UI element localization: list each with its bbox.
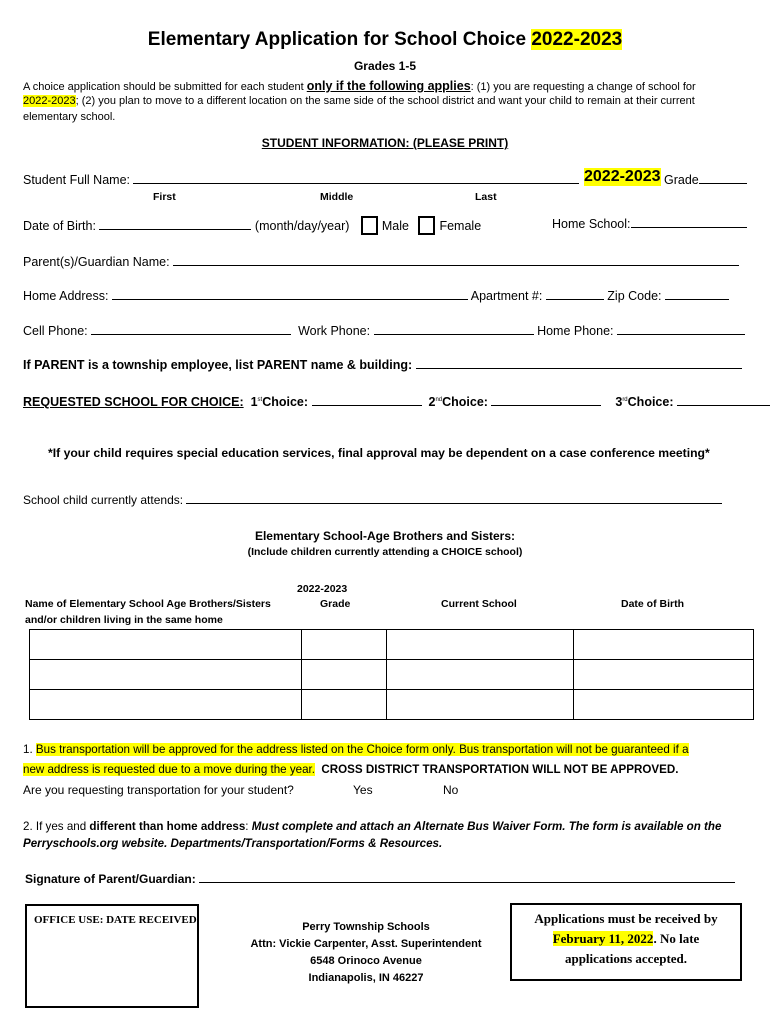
sibling-dob-cell[interactable] [574, 660, 754, 690]
transport-line-4: Perryschools.org website. Departments/Transportation/Forms & Resources. [23, 837, 443, 850]
sibling-school-cell[interactable] [387, 660, 574, 690]
dob-field[interactable] [99, 218, 251, 230]
parent-field[interactable] [173, 254, 739, 266]
signature-row: Signature of Parent/Guardian: [25, 871, 735, 886]
table-row [30, 630, 754, 660]
transport-no[interactable]: No [443, 783, 459, 797]
table-row [30, 660, 754, 690]
col-dob-header: Date of Birth [621, 598, 684, 610]
sibling-grade-cell[interactable] [302, 660, 387, 690]
address-row: Home Address: Apartment #: Zip Code: [23, 288, 729, 303]
page-title: Elementary Application for School Choice 2022-2023 [147, 29, 623, 50]
deadline-notice: Applications must be received by February 11, 2022. No late applications accepted. [534, 911, 718, 966]
intro-line-1: A choice application should be submitted for each student only if the following applies: (1) you are requesting a change of school for [23, 79, 696, 93]
siblings-title: Elementary School-Age Brothers and Sisters: [254, 529, 516, 543]
choice-1-field[interactable] [312, 394, 422, 406]
female-checkbox[interactable] [418, 216, 435, 235]
cell-phone-field[interactable] [91, 323, 291, 335]
apartment-field[interactable] [546, 288, 604, 300]
choice-2-field[interactable] [491, 394, 601, 406]
siblings-table [29, 629, 754, 720]
signature-field[interactable] [199, 871, 735, 883]
grade-year: 2022-2023 [584, 168, 661, 185]
transport-line-2: new address is requested due to a move during the year. CROSS DISTRICT TRANSPORTATION WILL NOT BE APPROVED. [23, 763, 679, 776]
transport-question: Are you requesting transportation for your student? [23, 783, 294, 797]
first-label: First [153, 191, 176, 203]
col-grade-header: Grade [320, 598, 351, 610]
sibling-name-cell[interactable] [30, 690, 302, 720]
middle-label: Middle [320, 191, 354, 203]
work-phone-field[interactable] [374, 323, 534, 335]
township-row: If PARENT is a township employee, list PARENT name & building: [23, 357, 630, 372]
sibling-grade-cell[interactable] [302, 690, 387, 720]
township-name-field[interactable] [416, 357, 630, 369]
sibling-grade-cell[interactable] [302, 630, 387, 660]
phone-row: Cell Phone: Work Phone: Home Phone: [23, 323, 745, 338]
sibling-school-cell[interactable] [387, 630, 574, 660]
home-phone-field[interactable] [617, 323, 745, 335]
current-school-row: School child currently attends: [23, 492, 722, 507]
col-grade-year: 2022-2023 [297, 583, 348, 595]
col-school-header: Current School [441, 598, 517, 610]
transport-line-1: 1. Bus transportation will be approved for the address listed on the Choice form only. Bus transportation will not be guaranteed if a [23, 743, 689, 756]
student-name-field[interactable] [133, 172, 579, 184]
current-school-field[interactable] [186, 492, 722, 504]
grade-field[interactable] [699, 172, 747, 184]
address-block: Perry Township Schools Attn: Vickie Carpenter, Asst. Superintendent 6548 Orinoco Avenue Indianapolis, IN 46227 [250, 921, 482, 984]
intro-line-3: elementary school. [23, 111, 116, 123]
address-field[interactable] [112, 288, 468, 300]
male-checkbox[interactable] [361, 216, 378, 235]
sibling-dob-cell[interactable] [574, 690, 754, 720]
home-school-row: Home School: [552, 216, 747, 231]
home-school-field[interactable] [631, 216, 747, 228]
student-name-row: Student Full Name: [23, 172, 579, 187]
student-section-title: STUDENT INFORMATION: (PLEASE PRINT) [261, 136, 509, 150]
transport-yes[interactable]: Yes [353, 783, 373, 797]
intro-line-2: 2022-2023; (2) you plan to move to a different location on the same side of the school district and want your child to remain at their current [23, 95, 695, 107]
office-use-label: OFFICE USE: DATE RECEIVED [34, 914, 197, 926]
office-use-box [25, 904, 199, 1008]
grades-label: Grades 1-5 [353, 59, 417, 73]
col-name-header-2: and/or children living in the same home [25, 614, 223, 626]
sibling-name-cell[interactable] [30, 630, 302, 660]
grade-row: Grade [664, 172, 747, 187]
title-year: 2022-2023 [531, 29, 623, 50]
parent-row: Parent(s)/Guardian Name: [23, 254, 739, 269]
township-building-field[interactable] [629, 357, 742, 369]
requested-row: REQUESTED SCHOOL FOR CHOICE: 1stChoice: 2ndChoice: 3rdChoice: [23, 394, 770, 409]
sibling-dob-cell[interactable] [574, 630, 754, 660]
deadline-notice-box [510, 903, 742, 981]
choice-3-field[interactable] [677, 394, 770, 406]
col-name-header-1: Name of Elementary School Age Brothers/Sisters [25, 598, 271, 610]
sibling-school-cell[interactable] [387, 690, 574, 720]
dob-row: Date of Birth: (month/day/year) Male Female [23, 216, 481, 235]
transport-line-3: 2. If yes and different than home address: Must complete and attach an Alternate Bus Waiver Form. The form is available on the [23, 820, 722, 833]
siblings-subtitle: (Include children currently attending a CHOICE school) [247, 546, 523, 558]
sibling-name-cell[interactable] [30, 660, 302, 690]
zip-field[interactable] [665, 288, 729, 300]
last-label: Last [475, 191, 497, 203]
table-row [30, 690, 754, 720]
special-ed-note: *If your child requires special education services, final approval may be dependent on a case conference meeting* [48, 446, 710, 460]
